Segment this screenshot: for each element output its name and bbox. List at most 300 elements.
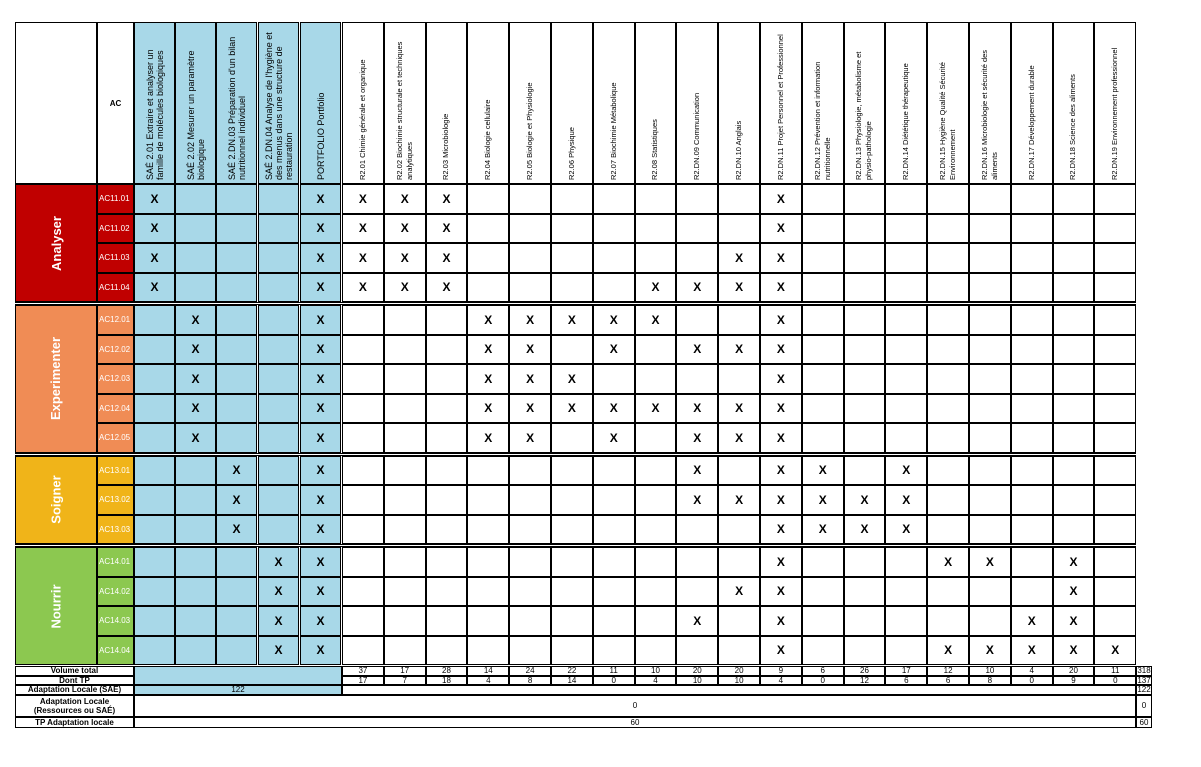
resource-mark: X: [760, 547, 802, 577]
resource-cell: [342, 364, 384, 394]
resource-header-6-text: R2.06 Physique: [566, 127, 576, 180]
resource-mark: X: [593, 305, 635, 335]
resource-mark: X: [384, 243, 426, 273]
resource-header-4-text: R2.04 Biologie cellulaire: [483, 99, 493, 180]
resource-cell: [551, 456, 593, 486]
resource-mark: X: [426, 243, 468, 273]
resource-cell: [844, 273, 886, 303]
resource-cell: [1011, 305, 1053, 335]
adaptation-ressources-label: Adaptation Locale (Ressources ou SAÉ): [15, 695, 134, 717]
resource-mark: X: [1053, 577, 1095, 607]
dont-tp-value: 4: [635, 676, 677, 686]
group-label-text: Analyser: [48, 215, 64, 271]
resource-mark: X: [927, 636, 969, 666]
resource-cell: [551, 273, 593, 303]
resource-cell: [551, 214, 593, 244]
resource-cell: [1094, 547, 1136, 577]
resource-cell: [844, 184, 886, 214]
resource-header-16-text: R2.DN.16 Microbiologie et sécurité des aliments: [979, 49, 999, 180]
resource-mark: X: [885, 456, 927, 486]
group-label-nourrir: [15, 547, 97, 665]
resource-cell: [802, 184, 844, 214]
volume-total-value: 24: [509, 666, 551, 676]
resource-mark: X: [342, 184, 384, 214]
sae-cell: [216, 273, 257, 303]
resource-header-15-text: R2.DN.15 Hygiène Qualité Sécurité Environnement: [938, 62, 958, 180]
resource-cell: [969, 394, 1011, 424]
sae-cell: [175, 547, 216, 577]
sae-cell: [258, 485, 299, 515]
resource-mark: X: [342, 273, 384, 303]
dont-tp-value: 4: [760, 676, 802, 686]
resource-mark: X: [969, 636, 1011, 666]
resource-header-1: [342, 22, 384, 184]
sae-cell: [258, 423, 299, 453]
resource-cell: [635, 184, 677, 214]
resource-cell: [426, 485, 468, 515]
resource-cell: [969, 485, 1011, 515]
sae-mark: X: [300, 243, 341, 273]
resource-mark: X: [760, 606, 802, 636]
resource-header-2-text: R2.02 Biochimie structurale et techniques analytiques: [394, 41, 414, 180]
resource-cell: [384, 364, 426, 394]
resource-cell: [1053, 364, 1095, 394]
resource-cell: [969, 335, 1011, 365]
dont-tp-value: 6: [927, 676, 969, 686]
resource-mark: X: [760, 456, 802, 486]
resource-cell: [467, 547, 509, 577]
resource-cell: [509, 214, 551, 244]
resource-cell: [927, 456, 969, 486]
resource-header-4: [467, 22, 509, 184]
resource-cell: [718, 456, 760, 486]
resource-cell: [551, 606, 593, 636]
resource-mark: X: [760, 214, 802, 244]
resource-cell: [509, 485, 551, 515]
resource-cell: [927, 184, 969, 214]
resource-cell: [1053, 243, 1095, 273]
resource-mark: X: [760, 394, 802, 424]
resource-mark: X: [593, 423, 635, 453]
resource-cell: [342, 423, 384, 453]
volume-total-sum: 318: [1137, 666, 1151, 676]
resource-cell: [342, 515, 384, 545]
ac-code-cell: AC12.02: [97, 335, 134, 365]
resource-mark: X: [885, 515, 927, 545]
resource-cell: [384, 547, 426, 577]
resource-cell: [467, 577, 509, 607]
resource-header-13: [844, 22, 886, 184]
resource-cell: [467, 243, 509, 273]
resource-mark: X: [467, 305, 509, 335]
resource-cell: [1053, 273, 1095, 303]
sae-mark: X: [300, 364, 341, 394]
resource-cell: [384, 335, 426, 365]
dont-tp-value: 0: [802, 676, 844, 686]
resource-mark: X: [509, 394, 551, 424]
resource-cell: [426, 364, 468, 394]
volume-total-value: 9: [760, 666, 802, 676]
volume-total-value: 28: [426, 666, 468, 676]
sae-cell: [134, 636, 175, 666]
sae-cell: [216, 547, 257, 577]
resource-mark: X: [718, 394, 760, 424]
resource-mark: X: [802, 456, 844, 486]
tp-adaptation-label: TP Adaptation locale: [15, 717, 134, 729]
resource-cell: [718, 515, 760, 545]
resource-cell: [718, 214, 760, 244]
resource-mark: X: [509, 335, 551, 365]
sae-cell: [175, 456, 216, 486]
resource-cell: [969, 423, 1011, 453]
resource-cell: [1011, 423, 1053, 453]
dont-tp-value: 12: [844, 676, 886, 686]
sae-cell: [258, 184, 299, 214]
resource-cell: [1011, 273, 1053, 303]
resource-header-9: [676, 22, 718, 184]
resource-cell: [384, 606, 426, 636]
dont-tp-value: 9: [1053, 676, 1095, 686]
resource-mark: X: [1053, 636, 1095, 666]
resource-header-12-text: R2.DN.12 Prévention et information nutritionnelle: [812, 61, 832, 180]
sae-cell: [216, 423, 257, 453]
resource-cell: [802, 243, 844, 273]
resource-cell: [844, 364, 886, 394]
sae-mark: X: [175, 394, 216, 424]
sae-cell: [175, 577, 216, 607]
sae-mark: X: [216, 456, 257, 486]
resource-cell: [1053, 305, 1095, 335]
resource-cell: [1094, 423, 1136, 453]
resource-cell: [426, 423, 468, 453]
sae-mark: X: [216, 485, 257, 515]
resource-cell: [635, 606, 677, 636]
resource-cell: [1094, 577, 1136, 607]
resource-cell: [1011, 243, 1053, 273]
dont-tp-value: 8: [969, 676, 1011, 686]
resource-mark: X: [802, 485, 844, 515]
dont-tp-value: 14: [551, 676, 593, 686]
resource-cell: [927, 606, 969, 636]
resource-header-10: [718, 22, 760, 184]
resource-header-18: [1053, 22, 1095, 184]
resource-header-14-text: R2.DN.14 Diététique thérapeutique: [901, 63, 911, 180]
adaptation-sae-label: Adaptation Locale (SAÉ): [15, 685, 134, 695]
resource-cell: [1053, 184, 1095, 214]
resource-cell: [467, 636, 509, 666]
ac-code-cell: AC11.04: [97, 273, 134, 303]
resource-header-11: [760, 22, 802, 184]
resource-cell: [1094, 515, 1136, 545]
resource-cell: [342, 305, 384, 335]
resource-cell: [384, 485, 426, 515]
resource-cell: [551, 547, 593, 577]
resource-cell: [593, 273, 635, 303]
resource-cell: [426, 577, 468, 607]
sae-mark: X: [300, 394, 341, 424]
resource-cell: [635, 515, 677, 545]
resource-cell: [1053, 394, 1095, 424]
resource-mark: X: [718, 485, 760, 515]
resource-cell: [1094, 243, 1136, 273]
resource-header-11-text: R2.DN.11 Projet Personnel et Professionnel: [775, 34, 785, 180]
resource-cell: [342, 335, 384, 365]
resource-cell: [342, 577, 384, 607]
resource-cell: [551, 485, 593, 515]
resource-mark: X: [676, 606, 718, 636]
sae-header-2: [175, 22, 216, 184]
resource-cell: [844, 335, 886, 365]
resource-cell: [509, 243, 551, 273]
resource-cell: [802, 606, 844, 636]
resource-cell: [384, 636, 426, 666]
ac-code-cell: AC13.03: [97, 515, 134, 545]
resource-cell: [1094, 456, 1136, 486]
sae-cell: [216, 606, 257, 636]
resource-cell: [426, 636, 468, 666]
resource-cell: [802, 636, 844, 666]
resource-cell: [551, 335, 593, 365]
sae-cell: [216, 305, 257, 335]
resource-mark: X: [676, 335, 718, 365]
resource-cell: [342, 636, 384, 666]
sae-cell: [216, 394, 257, 424]
dont-tp-value: 7: [384, 676, 426, 686]
sae-cell: [134, 423, 175, 453]
resource-cell: [593, 184, 635, 214]
resource-cell: [969, 606, 1011, 636]
resource-mark: X: [551, 364, 593, 394]
sae-cell: [175, 515, 216, 545]
resource-cell: [635, 335, 677, 365]
resource-mark: X: [676, 394, 718, 424]
resource-cell: [927, 394, 969, 424]
resource-cell: [1011, 515, 1053, 545]
sae-header-2-text: SAÉ 2.02 Mesurer un paramètre biologique: [185, 50, 206, 180]
adaptation-ressources-sum: 0: [1136, 695, 1152, 717]
dont-tp-value: 0: [593, 676, 635, 686]
volume-total-value: 22: [551, 666, 593, 676]
sae-mark: X: [300, 515, 341, 545]
sae-mark: X: [134, 243, 175, 273]
volume-total-value: 20: [718, 666, 760, 676]
resource-cell: [1094, 305, 1136, 335]
resource-cell: [509, 184, 551, 214]
resource-mark: X: [844, 515, 886, 545]
sae-cell: [258, 394, 299, 424]
resource-cell: [844, 214, 886, 244]
resource-mark: X: [635, 394, 677, 424]
sae-cell: [258, 273, 299, 303]
ac-code-cell: AC14.02: [97, 577, 134, 607]
sae-mark: X: [134, 214, 175, 244]
resource-cell: [802, 394, 844, 424]
resource-cell: [718, 305, 760, 335]
sae-mark: X: [175, 364, 216, 394]
sae-mark: X: [300, 273, 341, 303]
sae-cell: [134, 394, 175, 424]
resource-mark: X: [1011, 606, 1053, 636]
resource-mark: X: [760, 515, 802, 545]
sae-cell: [216, 335, 257, 365]
resource-cell: [384, 577, 426, 607]
resource-mark: X: [509, 423, 551, 453]
ac-code-cell: AC12.01: [97, 305, 134, 335]
resource-mark: X: [760, 636, 802, 666]
resource-mark: X: [969, 547, 1011, 577]
resource-cell: [551, 184, 593, 214]
resource-mark: X: [635, 305, 677, 335]
sae-header-1-text: SAÉ 2.01 Extraire et analyser un famille de molécules biologiques: [144, 49, 165, 180]
resource-cell: [426, 456, 468, 486]
ac-code-cell: AC12.05: [97, 423, 134, 453]
sae-header-3-text: SAÉ 2.DN.03 Préparation d'un bilan nutritionnel individuel: [226, 36, 247, 180]
adaptation-sae-value: 122: [134, 685, 342, 695]
resource-cell: [844, 305, 886, 335]
resource-mark: X: [760, 577, 802, 607]
resource-mark: X: [718, 243, 760, 273]
resource-cell: [844, 394, 886, 424]
resource-mark: X: [1053, 606, 1095, 636]
sae-mark: X: [300, 456, 341, 486]
resource-mark: X: [676, 423, 718, 453]
adaptation-ressources-value: 0: [134, 695, 1136, 717]
resource-header-15: [927, 22, 969, 184]
resource-cell: [342, 394, 384, 424]
resource-cell: [384, 423, 426, 453]
resource-cell: [467, 606, 509, 636]
ac-code-cell: AC14.01: [97, 547, 134, 577]
resource-header-17-text: R2.DN.17 Développement durable: [1026, 65, 1036, 180]
resource-cell: [551, 636, 593, 666]
sae-cell: [258, 305, 299, 335]
resource-cell: [969, 273, 1011, 303]
resource-cell: [676, 636, 718, 666]
sae-mark: X: [258, 547, 299, 577]
adaptation-sae-empty: [342, 685, 1136, 695]
resource-cell: [1053, 485, 1095, 515]
resource-mark: X: [676, 456, 718, 486]
sae-mark: X: [300, 547, 341, 577]
sae-cell: [216, 243, 257, 273]
resource-mark: X: [426, 214, 468, 244]
sae-cell: [216, 364, 257, 394]
resource-cell: [635, 423, 677, 453]
resource-cell: [426, 335, 468, 365]
sae-cell: [258, 515, 299, 545]
resource-cell: [676, 364, 718, 394]
resource-cell: [885, 184, 927, 214]
resource-cell: [676, 184, 718, 214]
sae-cell: [175, 273, 216, 303]
sae-cell: [258, 335, 299, 365]
volume-total-label: Volume total: [15, 666, 134, 676]
resource-cell: [384, 305, 426, 335]
resource-cell: [927, 214, 969, 244]
resource-cell: [1011, 335, 1053, 365]
group-label-experimenter: [15, 305, 97, 453]
sae-cell: [216, 577, 257, 607]
resource-cell: [342, 456, 384, 486]
resource-cell: [635, 547, 677, 577]
resource-mark: X: [760, 184, 802, 214]
resource-cell: [1011, 485, 1053, 515]
resource-cell: [885, 273, 927, 303]
resource-header-5: [509, 22, 551, 184]
ac-code-cell: AC13.01: [97, 456, 134, 486]
resource-header-3-text: R2.03 Microbiologie: [441, 113, 451, 180]
sae-cell: [134, 456, 175, 486]
resource-mark: X: [635, 273, 677, 303]
resource-cell: [509, 577, 551, 607]
volume-total-value: 6: [802, 666, 844, 676]
resource-cell: [844, 423, 886, 453]
volume-total-value: 12: [927, 666, 969, 676]
resource-header-14: [885, 22, 927, 184]
ac-code-cell: AC14.03: [97, 606, 134, 636]
resource-cell: [969, 515, 1011, 545]
resource-cell: [969, 214, 1011, 244]
resource-cell: [844, 243, 886, 273]
resource-mark: X: [885, 485, 927, 515]
volume-total-value: 14: [467, 666, 509, 676]
resource-cell: [927, 305, 969, 335]
resource-mark: X: [718, 577, 760, 607]
resource-cell: [426, 394, 468, 424]
sae-cell: [258, 364, 299, 394]
resource-cell: [635, 456, 677, 486]
volume-total-value: 20: [1053, 666, 1095, 676]
resource-cell: [509, 547, 551, 577]
resource-mark: X: [384, 184, 426, 214]
resource-mark: X: [509, 364, 551, 394]
resource-cell: [509, 515, 551, 545]
resource-cell: [885, 636, 927, 666]
resource-mark: X: [467, 364, 509, 394]
sae-cell: [175, 184, 216, 214]
header-corner: [15, 22, 97, 184]
resource-mark: X: [593, 335, 635, 365]
resource-cell: [927, 577, 969, 607]
resource-cell: [885, 547, 927, 577]
resource-mark: X: [426, 273, 468, 303]
resource-cell: [593, 636, 635, 666]
resource-mark: X: [760, 485, 802, 515]
volume-total-value: 11: [593, 666, 635, 676]
resource-cell: [1011, 456, 1053, 486]
sae-header-4-text: SAÉ 2.DN.04 Analyse de l'hygiène et des menus dans une structure de restauration: [263, 32, 294, 180]
resource-cell: [1094, 485, 1136, 515]
resource-header-1-text: R2.01 Chimie générale et organique: [357, 59, 367, 180]
resource-cell: [1094, 214, 1136, 244]
resource-cell: [593, 606, 635, 636]
resource-cell: [1053, 456, 1095, 486]
resource-cell: [676, 305, 718, 335]
resource-mark: X: [342, 214, 384, 244]
resource-cell: [384, 515, 426, 545]
resource-cell: [467, 273, 509, 303]
resource-mark: X: [718, 335, 760, 365]
resource-cell: [885, 364, 927, 394]
resource-cell: [927, 364, 969, 394]
resource-cell: [676, 547, 718, 577]
resource-mark: X: [551, 394, 593, 424]
sae-cell: [134, 606, 175, 636]
resource-cell: [467, 456, 509, 486]
resource-cell: [1094, 364, 1136, 394]
dont-tp-label: Dont TP: [15, 676, 134, 686]
resource-cell: [593, 547, 635, 577]
